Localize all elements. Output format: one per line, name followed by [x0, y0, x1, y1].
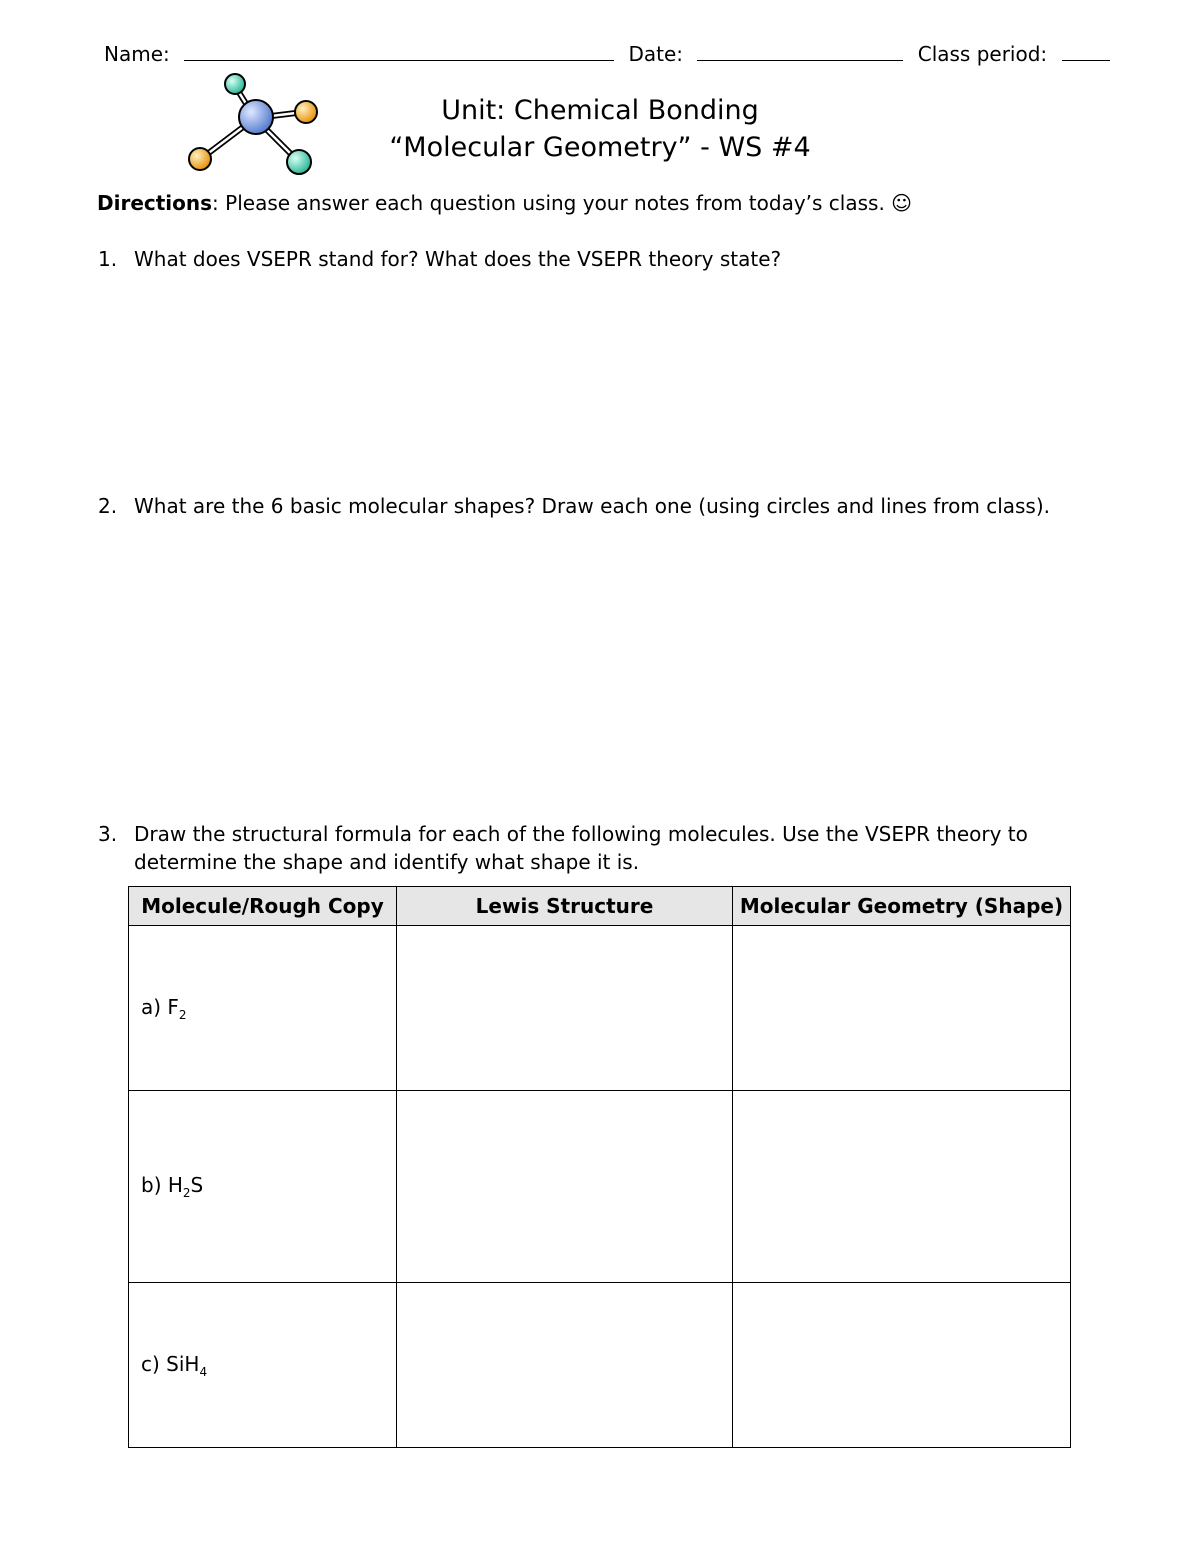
- lewis-structure-cell[interactable]: [397, 1283, 733, 1448]
- period-label: Class period:: [917, 42, 1048, 66]
- worksheet-title: “Molecular Geometry” - WS #4: [389, 132, 811, 163]
- table-row: [129, 1283, 1071, 1448]
- name-field[interactable]: [184, 42, 614, 61]
- table-header: Lewis Structure: [397, 887, 733, 926]
- geometry-cell[interactable]: [733, 1283, 1071, 1448]
- name-label: Name:: [104, 42, 170, 66]
- question-number: 2.: [98, 494, 118, 518]
- directions: [97, 191, 912, 215]
- table-row: [129, 1091, 1071, 1283]
- question-3: [98, 820, 1098, 876]
- question-number: 3.: [98, 822, 118, 846]
- geometry-cell[interactable]: [733, 926, 1071, 1091]
- table-header: Molecule/Rough Copy: [129, 887, 397, 926]
- molecule-cell: b) $H_2S$: [129, 1091, 397, 1283]
- atom-teal-top: [225, 74, 245, 94]
- title-block: [300, 92, 900, 166]
- question-text: What are the 6 basic molecular shapes? Draw each one (using circles and lines from class).: [134, 494, 1051, 518]
- geometry-cell[interactable]: [733, 1091, 1071, 1283]
- question-2: [98, 494, 1050, 518]
- date-label: Date:: [628, 42, 684, 66]
- question-text: What does VSEPR stand for? What does the VSEPR theory state?: [134, 247, 782, 271]
- question-number: 1.: [98, 247, 118, 271]
- atom-orange-left: [189, 148, 211, 170]
- table-header: Molecular Geometry (Shape): [733, 887, 1071, 926]
- atom-center: [239, 100, 273, 134]
- lewis-structure-cell[interactable]: [397, 926, 733, 1091]
- question-text: Draw the structural formula for each of the following molecules. Use the VSEPR theory to determine the shape and identify what shape it is.: [134, 822, 1028, 874]
- molecule-cell: c) SiH$_4$: [129, 1283, 397, 1448]
- directions-text: : Please answer each question using your notes from today’s class. ☺: [212, 191, 913, 215]
- question-1: [98, 247, 781, 271]
- header-line: [104, 42, 1110, 66]
- directions-label: Directions: [97, 191, 213, 215]
- period-field[interactable]: [1062, 42, 1110, 61]
- table-header-row: [129, 887, 1071, 926]
- molecule-cell: a) $F_2$: [129, 926, 397, 1091]
- unit-title: Unit: Chemical Bonding: [441, 95, 759, 126]
- molecule-table: [128, 886, 1071, 1448]
- table-row: [129, 926, 1071, 1091]
- date-field[interactable]: [697, 42, 903, 61]
- lewis-structure-cell[interactable]: [397, 1091, 733, 1283]
